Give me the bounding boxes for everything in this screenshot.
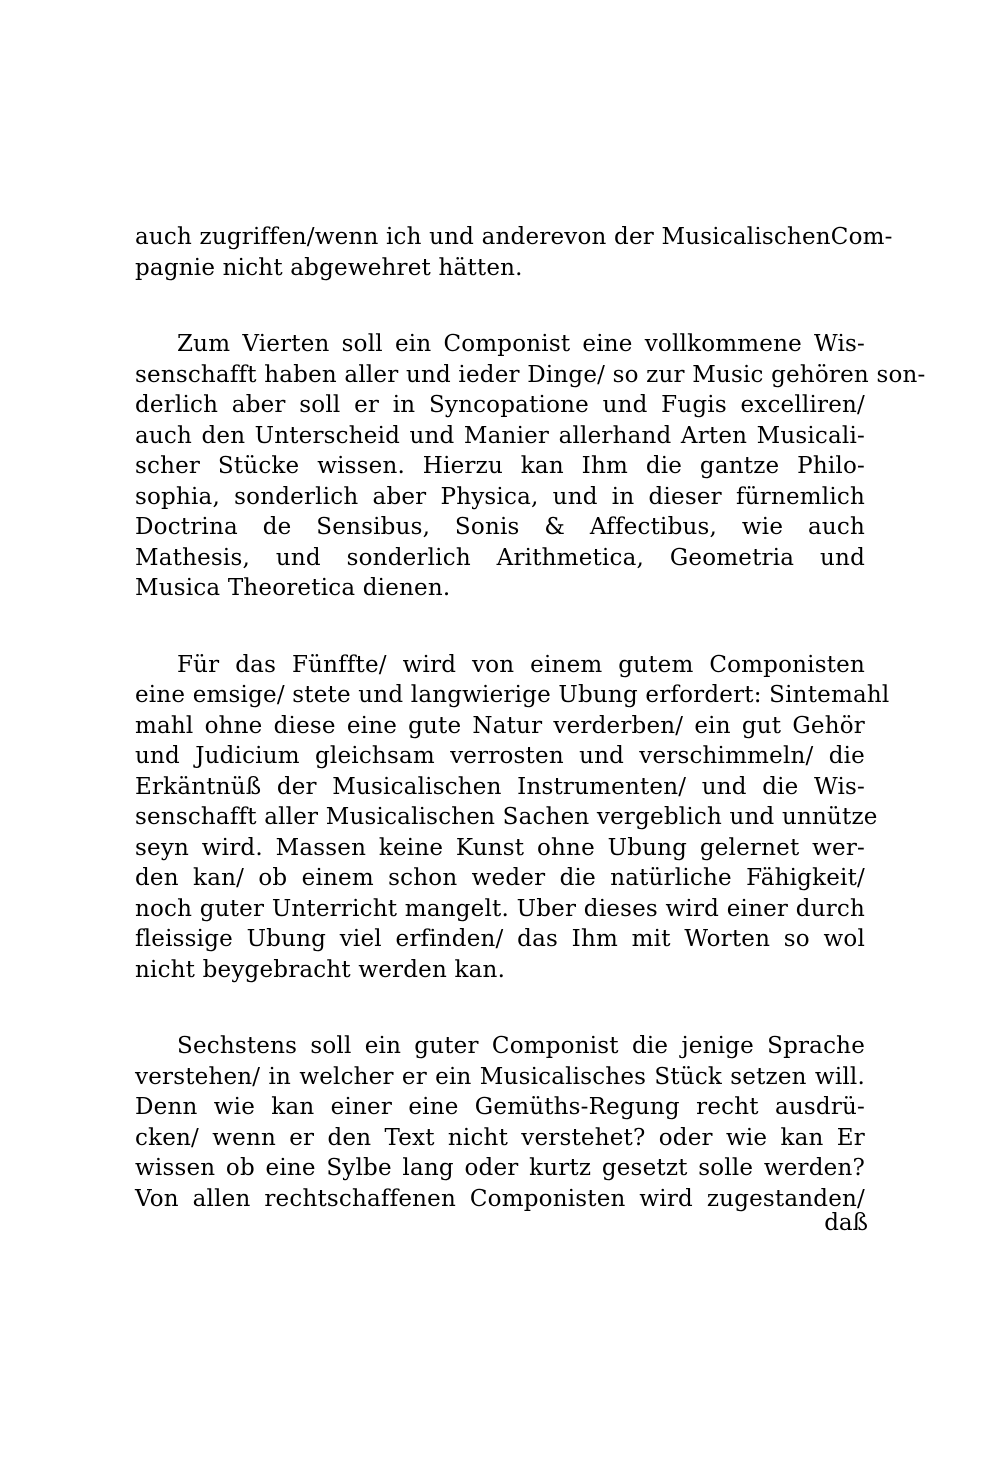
text-line: Von allen rechtschaffenen Componisten wird zugestanden/ bbox=[135, 1185, 865, 1212]
text-line: Für das Fünffte/ wird von einem gutem Componisten bbox=[177, 651, 865, 678]
text-line: derlich aber soll er in Syncopatione und Fugis excelliren/ bbox=[135, 392, 865, 418]
text-line: noch guter Unterricht mangelt. Uber dieses wird einer durch bbox=[135, 895, 865, 922]
text-line: senschafft haben aller und ieder Dinge/ so zur Music gehören son- bbox=[135, 361, 926, 388]
text-line: scher Stücke wissen. Hierzu kan Ihm die gantze Philo- bbox=[135, 453, 865, 479]
paragraph-continuation bbox=[135, 222, 893, 283]
text-line: mahl ohne diese eine gute Natur verderben/ ein gut Gehör bbox=[135, 712, 865, 739]
text-line: eine emsige/ stete und langwierige Ubung erfordert: Sintemahl bbox=[135, 682, 890, 708]
text-line: Musica Theoretica dienen. bbox=[135, 575, 451, 601]
text-line: auch zugriffen/wenn ich und anderevon der MusicalischenCom- bbox=[135, 224, 893, 250]
text-line: Erkäntnüß der Musicalischen Instrumenten/ und die Wis- bbox=[135, 773, 865, 800]
text-line: nicht beygebracht werden kan. bbox=[135, 956, 506, 983]
paragraph-gap bbox=[135, 283, 865, 329]
text-line: cken/ wenn er den Text nicht verstehet? oder wie kan Er bbox=[135, 1124, 865, 1151]
text-line: pagnie nicht abgewehret hätten. bbox=[135, 254, 523, 281]
text-line: Denn wie kan einer eine Gemüths-Regung recht ausdrü- bbox=[135, 1094, 865, 1120]
text-line: fleissige Ubung viel erfinden/ das Ihm mit Worten so wol bbox=[135, 926, 865, 952]
paragraph-gap bbox=[135, 604, 865, 650]
text-line: Zum Vierten soll ein Componist eine vollkommene Wis- bbox=[177, 331, 865, 357]
paragraph-gap bbox=[135, 985, 865, 1031]
paragraph-sixth bbox=[135, 1031, 865, 1214]
text-line: und Judicium gleichsam verrosten und verschimmeln/ die bbox=[135, 743, 865, 769]
paragraph-fourth bbox=[135, 329, 926, 604]
text-line: sophia, sonderlich aber Physica, und in dieser fürnemlich bbox=[135, 483, 865, 510]
text-line: seyn wird. Massen keine Kunst ohne Ubung gelernet wer- bbox=[135, 834, 865, 861]
text-line: verstehen/ in welcher er ein Musicalisches Stück setzen will. bbox=[135, 1063, 865, 1090]
text-line: wissen ob eine Sylbe lang oder kurtz gesetzt solle werden? bbox=[135, 1155, 865, 1181]
text-line: den kan/ ob einem schon weder die natürliche Fähigkeit/ bbox=[135, 865, 865, 891]
page-text bbox=[135, 222, 926, 1214]
text-line: Sechstens soll ein guter Componist die jenige Sprache bbox=[177, 1033, 865, 1059]
text-line: Doctrina de Sensibus, Sonis & Affectibus, wie auch bbox=[135, 514, 865, 540]
text-line: auch den Unterscheid und Manier allerhand Arten Musicali- bbox=[135, 422, 865, 449]
text-line: Mathesis, und sonderlich Arithmetica, Geometria und bbox=[135, 544, 865, 571]
text-line: senschafft aller Musicalischen Sachen vergeblich und unnütze bbox=[135, 804, 878, 830]
catchword: daß bbox=[824, 1210, 868, 1236]
paragraph-fifth bbox=[135, 650, 890, 986]
